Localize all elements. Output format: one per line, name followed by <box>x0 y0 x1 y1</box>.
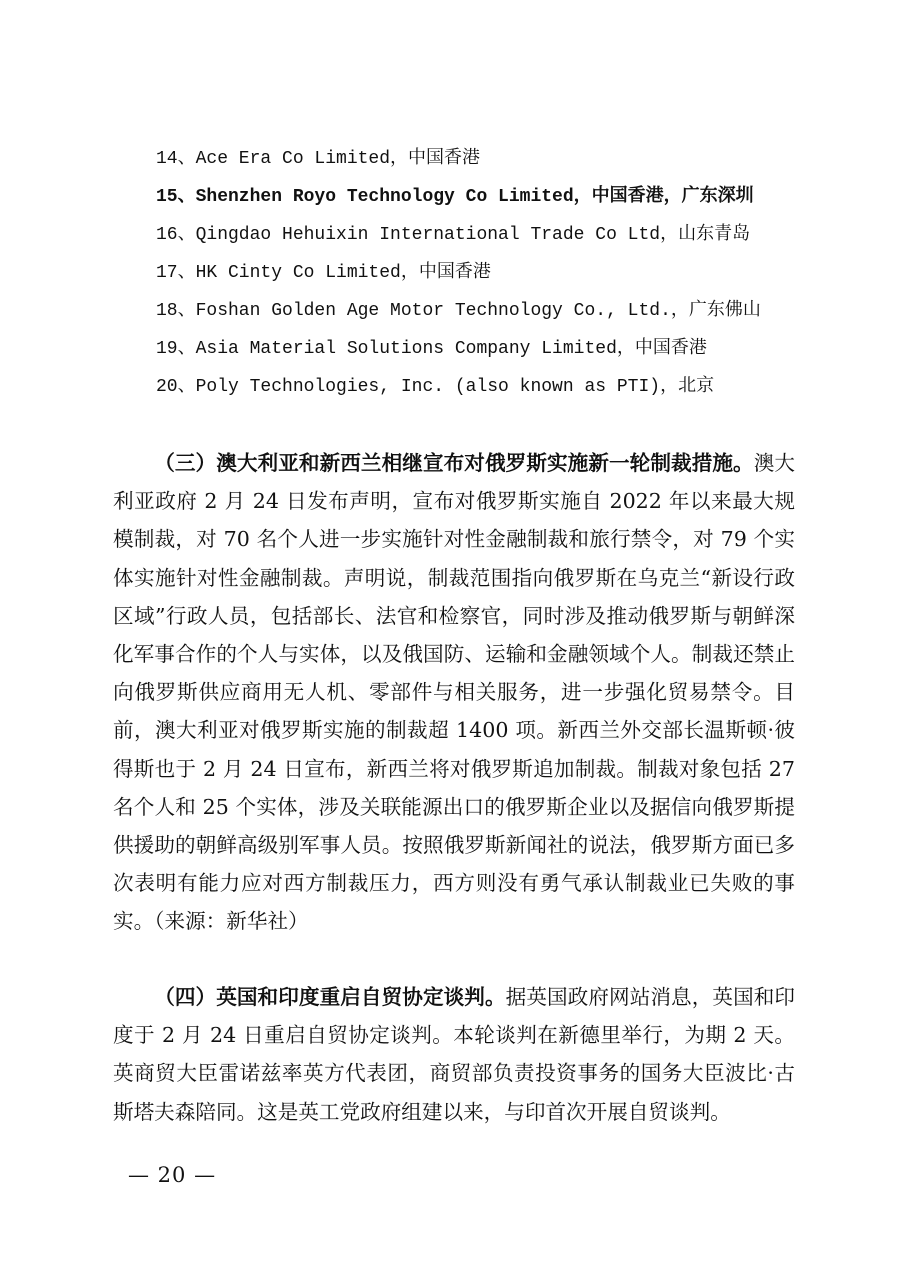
paragraph <box>113 978 795 1131</box>
section-body: 澳大利亚政府 2 月 24 日发布声明，宣布对俄罗斯实施自 2022 年以来最大规模制裁，对 70 名个人进一步实施针对性金融制裁和旅行禁令，对 79 个实体实施针对性金融制裁。声明说，制裁范围指向俄罗斯在乌克兰“新设行政区域”行政人员，包括部长、法官和检察官，同时涉及推动俄罗斯与朝鲜深化军事合作的个人与实体，以及俄国防、运输和金融领域个人。制裁还禁止向俄罗斯供应商用无人机、零部件与相关服务，进一步强化贸易禁令。目前，澳大利亚对俄罗斯实施的制裁超 1400 项。新西兰外交部长温斯顿·彼得斯也于 2 月 24 日宣布，新西兰将对俄罗斯追加制裁。制裁对象包括 27 名个人和 25 个实体，涉及关联能源出口的俄罗斯企业以及据信向俄罗斯提供援助的朝鲜高级别军事人员。按照俄罗斯新闻社的说法，俄罗斯方面已多次表明有能力应对西方制裁压力，西方则没有勇气承认制裁业已失败的事实。（来源：新华社） <box>113 451 796 934</box>
page-number: — 20 — <box>128 1163 217 1187</box>
list-item: 19、Asia Material Solutions Company Limited，中国香港 <box>156 339 707 359</box>
list-item: 20、Poly Technologies, Inc. (also known as PTI)，北京 <box>156 377 715 397</box>
section-heading: （四）英国和印度重启自贸协定谈判。 <box>154 985 506 1009</box>
list-item: 18、Foshan Golden Age Motor Technology Co., Ltd.，广东佛山 <box>156 301 761 321</box>
list-item: 14、Ace Era Co Limited，中国香港 <box>156 149 481 169</box>
list-item: 15、Shenzhen Royo Technology Co Limited，中国香港，广东深圳 <box>156 187 754 207</box>
section-body: 据英国政府网站消息，英国和印度于 2 月 24 日重启自贸协定谈判。本轮谈判在新德里举行，为期 2 天。英商贸大臣雷诺兹率英方代表团，商贸部负责投资事务的国务大臣波比·古斯塔夫森陪同。这是英工党政府组建以来，与印首次开展自贸谈判。 <box>113 985 796 1124</box>
paragraph <box>113 444 795 941</box>
section-uk-india-trade-talks <box>113 978 795 1131</box>
section-australia-newzealand-sanctions <box>113 444 795 941</box>
company-list <box>156 140 806 406</box>
list-item: 17、HK Cinty Co Limited，中国香港 <box>156 263 491 283</box>
section-heading: （三）澳大利亚和新西兰相继宣布对俄罗斯实施新一轮制裁措施。 <box>154 451 754 475</box>
list-item: 16、Qingdao Hehuixin International Trade Co Ltd，山东青岛 <box>156 225 751 245</box>
